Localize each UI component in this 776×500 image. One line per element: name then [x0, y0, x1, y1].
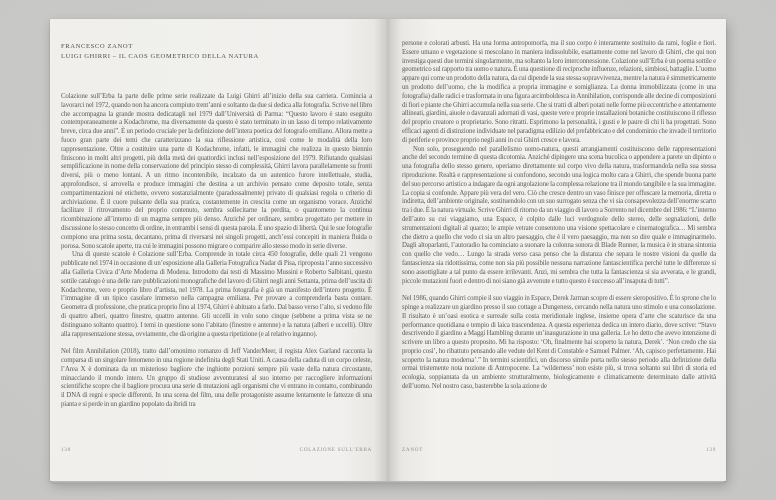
- paragraph: Una di queste scatole è Colazione sull’Erba. Comprende in totale circa 450 fotografie, delle quali 21 vengono pubblicate nel 1974 in occasione di un’esposizione alla Galleria Fotografica Nadar di Pisa, riproposta l’anno successivo alla Galleria Civica d’Arte Moderna di Modena. Introdotto dai testi di Massimo Mussini e Roberto Salbitani, questo sottile catalogo è una delle rare pubblicazioni monografiche del lavoro di Ghirri negli anni Settanta, prima dell’uscita di Kodachrome, vero e proprio libro d’artista, nel 1978. La prima fotografia è già un manifesto dell’intero progetto. È l’immagine di un tipico casolare immerso nella campagna emiliana. Per provare a comprenderla basta contare. Geometra di professione, che pratica proprio fino al 1974, Ghirri è abituato a farlo. Dal basso verso l’alto, si vedono file di quattro alberi, quattro finestre, quattro antenne. Gli uccelli in volo sono cinque (sebbene a prima vista se ne distinguano soltanto quattro). I temi in questione sono l’abitato (finestre e antenne) e la natura (alberi e uccelli). Oltre alla rappresentazione stessa, ovviamente, che dà origine a questa ripetizione (e al relativo inganno).: [61, 251, 372, 338]
- paragraph: persone e colorati arbusti. Ha una forma antropomorfa, ma il suo corpo è interamente sostituito da rami, foglie e fiori. Essere umano e vegetazione si mescolano in maniera indissolubile, esattamente come nel lavoro di Ghirri, che qui non investiga questi due termini singolarmente, ma soltanto la loro interconnessione. Colazione sull’Erba è un poema sottile e geometrico sul rapporto tra uomo e natura. È una questione di reciproche influenze, relazioni, simbiosi, battaglie. L’uomo appare qui come un prodotto della natura, da cui dipende la sua stessa sopravvivenza, mentre la natura è simmetricamente un prodotto dell’uomo, che la modifica a propria immagine e somiglianza. La donna immobilizzata (come in una fotografia) dalle radici e trasformata in una figura arcimboldesca in Annihilation, corrisponde alle decine di composizioni di fiori e piante che Ghirri accumula nella sua serie. Che si tratti di alberi potati nelle forme più eccentriche e attentamente allineati, giardini, aiuole o davanzali adornati di vasi, queste vere e proprie installazioni botaniche costituiscono il riflesso del proprio creatore o proprietario. Sono ritratti. Esprimono la personalità, i gusti e le paure di chi li ha progettati. Sono efficaci agenti di distinzione individuate nel paradigma edilizio del prefabbricato e del condominio che invade il territorio di periferie e province proprio negli anni in cui Ghirri cresce e lavora.: [402, 40, 716, 144]
- left-page-body: [61, 93, 372, 439]
- paragraph: Nel film Annihilation (2018), tratto dall’omonimo romanzo di Jeff VanderMeer, il regista Alex Garland racconta la comparsa di un singolare fenomeno in una regione indefinita degli Stati Uniti. A causa della caduta di un corpo celeste, l’Area X è dominata da un misterioso bagliore che inghiotte porzioni sempre più vaste della natura circostante, minacciando il mondo intero. Un gruppo di studiose avventuratesi al suo interno per raccogliere informazioni scientifiche scopre che il bagliore procura una serie di mutazioni agli organismi che vi entrano in contatto, combinando il DNA di regni e specie differenti. In una scena del film, una delle protagoniste assume lentamente le fattezze di una pianta e si perde in un giardino popolato da ibridi tra: [61, 348, 372, 408]
- left-page-footer: [61, 447, 372, 453]
- paragraph: Non solo, proseguendo nel parallelismo uomo-natura, questi arrangiamenti costituiscono delle rappresentazioni anche del secondo termine di questa dicotomia. Anziché dipingere una scena bucolica o appendere a parete un dipinto o una fotografia dello stesso genere, operiamo direttamente sul corpo vivo della natura, trasformandola nella sua stessa riproduzione. Realtà e rappresentazione si confondono, secondo una logica molto cara a Ghirri, che spende buona parte del suo percorso artistico a indagare da ogni angolazione la complessa relazione tra il mondo tangibile e la sua immagine. La copia si confonde. Appare più vera del vero. Ciò che cresce dentro un vaso finisce per offuscare la memoria, diretta o indiretta, dell’ambiente originale, sostituendolo con un suo surrogato senza che vi sia consapevolezza dell’enorme scarto tra i due. È la natura virtuale. Scrive Ghirri di ritorno da un viaggio di lavoro a Sorrento nel dicembre del 1986: “L’interno dell’auto su cui viaggiamo, una Espace, è colpito dalle luci verdognole dello stereo, delle segnalazioni, delle strumentazioni digitali al quarzo; le ampie vetrate consentono una visione spettacolare e cinematografica… Mi sembra che dietro a quello che vedo ci sia un altro paesaggio, che è il vero paesaggio, ma non so dire quale e immaginarmelo. Dagli altoparlanti, l’autoradio ha cominciato a suonare la colonna sonora di Blade Runner, la musica è in strana sintonia con quello che vedo… Lungo la strada verso casa penso che la distanza che separa le nostre visioni da quelle da fantascienza sia ridottissima, come non sia più possibile nessuna narrazione fantascientifica perché tutte le differenze si sono assottigliate a tal punto da essere irrilevanti. Anzi, mi sembra che tutta la fantascienza si sia avverata, e le grandi, piccole mutazioni fuori e dentro di noi siano già avvenute e tutto questo è successo all’insaputa di tutti”.: [402, 145, 716, 285]
- paragraph: Colazione sull’Erba fa parte delle prime serie realizzate da Luigi Ghirri all’inizio della sua carriera. Comincia a lavorarci nel 1972, quando non ha ancora compiuto trent’anni e soltanto da due si dedica alla fotografia. Scrive nel libro che accompagna la grande mostra dedicatagli nel 1979 dall’Università di Parma: “Questo lavoro è stato eseguito contemporaneamente a Kodachrome, ma diversamente da questo è stato terminato in un lasso di tempo relativamente breve, circa due anni”. È un periodo cruciale per la definizione dell’intera poetica del fotografo emiliano. Allora mette a fuoco gran parte dei temi che caratterizzano la sua riflessione artistica, così come le modalità della loro rappresentazione. Oltre a costituire una parte di Kodachrome, infatti, le immagini che realizza in questo biennio finiscono in molti altri progetti, più della metà dei quattordici inclusi nell’esposizione del 1979. Rifiutando qualsiasi semplificazione in nome della conservazione del principio stesso di complessità, Ghirri lavora parallelamente su fronti diversi, più o meno lontani. A un ritmo incontenibile, incalzato da un autentico furore intellettuale, studia, approfondisce, si arrovella e produce immagini che destina a un archivio pensato come deposito totale, senza compartimentazioni né etichette, ovvero sostanzialmente (paradossalmente) privato di qualsiasi regola o criterio di archiviazione. È il cuore pulsante della sua pratica, costantemente in crescita come un organismo vorace. Anziché facilitare il ritrovamento del proprio contenuto, sembra sollecitarne la perdita, o quantomeno la continua ricombinazione all’interno di un magma sempre più denso. Anziché per ordinare, sembra progettato per mettere in discussione lo stesso concetto di ordine, in entrambi i sensi di questa parola. È uno spazio di libertà. Qui le sue fotografie compiono una prima sosta, decantano, prima di riversarsi nei singoli progetti, anch’essi concepiti in maniera fluida o porosa. Sono scatole aperte, tra cui le immagini possono migrare o comparire allo stesso modo in serie diverse.: [61, 93, 372, 250]
- page-header: [61, 42, 372, 62]
- essay-title: LUIGI GHIRRI – IL CAOS GEOMETRICO DELLA NATURA: [61, 53, 259, 60]
- right-page: [388, 19, 726, 481]
- book-spread: [50, 19, 726, 481]
- left-page: [50, 19, 388, 481]
- right-page-footer: [402, 447, 716, 453]
- page-number: 139: [706, 447, 716, 453]
- paragraph: Nel 1986, quando Ghirri compie il suo viaggio in Espace, Derek Jarman scopre di essere sieropositivo. È lo sprone che lo spinge a realizzare un giardino presso il suo cottage a Dungeness, cercando nella natura uno stimolo e una consolazione. Il risultato è un’oasi esotica e surreale sulla costa meridionale inglese, insieme opera d’arte che scaturisce da una performance quotidiana e tempio di laica trascendenza. A questa esperienza dedica un intero diario, dove scrive: “Stavo descrivendo il giardino a Maggi Hambling durante un’inaugurazione in una galleria. Le ho detto che avevo intenzione di scrivere un libro a questo proposito. Mi ha risposto: ‘Oh, finalmente hai scoperto la natura, Derek’. ‘Non credo che sia proprio così’, ho ribattuto pensando alle vedute del Kent di Constable e Samuel Palmer. ‘Ah, capisco perfettamente. Hai scoperto la natura moderna’.” In termini scientifici, un discorso simile porta nello stesso periodo alla definizione della ormai tristemente nota nozione di Antropocene. La ‘wilderness’ non esiste più, si trova soltanto sui libri di storia ed ecologia, soppiantata da un ambiente strutturalmente, biologicamente e climaticamente determinato dalle attività dell’uomo. Nel nostro caso, basterebbe la sola azione de: [402, 295, 716, 391]
- running-title: COLAZIONE SULL’ERBA: [299, 447, 372, 453]
- running-title: ZANOT: [402, 447, 424, 453]
- page-number: 138: [61, 447, 71, 453]
- right-page-body: [402, 40, 716, 438]
- essay-author: FRANCESCO ZANOT: [61, 43, 133, 50]
